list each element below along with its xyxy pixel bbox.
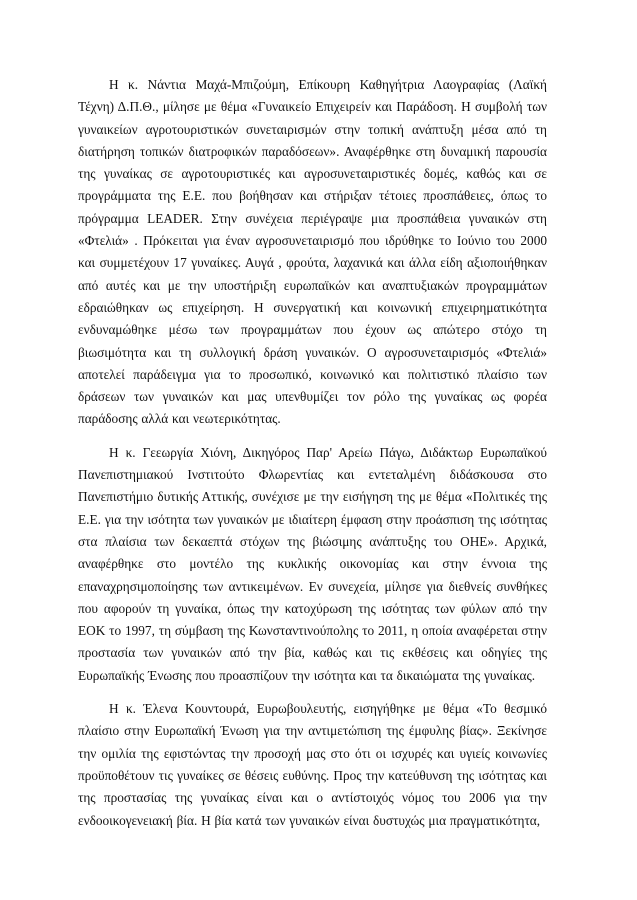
document-text-block — [78, 74, 547, 832]
paragraph-speaker-2: Η κ. Γεεωργία Χιόνη, Δικηγόρος Παρ' Αρείω Πάγω, Διδάκτωρ Ευρωπαϊκού Πανεπιστημιακού Ινστιτούτο Φλωρεντίας και εντεταλμένη διδάσκουσα στο Πανεπιστήμιο δυτικής Αττικής, συνέχισε με την εισήγηση της με θέμα «Πολιτικές της Ε.Ε. για την ισότητα των γυναικών με ιδιαίτερη έμφαση στην προάσπιση της ισότητας στα πλαίσια των δεκαεπτά στόχων της βιώσιμης ανάπτυξης του ΟΗΕ». Αρχικά, αναφέρθηκε στο μοντέλο της κυκλικής οικονομίας και στην έννοια της επαναχρησιμοποίησης των αντικειμένων. Εν συνεχεία, μίλησε για διεθνείς συνθήκες που αφορούν τη γυναίκα, όπως την κατοχύρωση της ισότητας των φύλων από την ΕΟΚ το 1997, τη σύμβαση της Κωνσταντινούπολης το 2011, η οποία αναφέρεται στην προστασία των γυναικών από την βία, καθώς και τις εκθέσεις και οδηγίες της Ευρωπαϊκής Ένωσης που προασπίζουν την ισότητα και τα δικαιώματα της γυναίκας. — [78, 444, 547, 683]
paragraph-speaker-1: Η κ. Νάντια Μαχά-Μπιζούμη, Επίκουρη Καθηγήτρια Λαογραφίας (Λαϊκή Τέχνη) Δ.Π.Θ., μίλησε με θέμα «Γυναικείο Επιχειρείν και Παράδοση. Η συμβολή των γυναικείων αγροτουριστικών συνεταιρισμών στην τοπική ανάπτυξη μέσα από τη διατήρηση τοπικών διατροφικών παραδόσεων». Αναφέρθηκε στη δυναμική παρουσία της γυναίκας σε αγροτουριστικές και αγροσυνεταιριστικές δομές, καθώς και σε προγράμματα της Ε.Ε. που βοήθησαν και στήριξαν τέτοιες προσπάθειες, όπως το πρόγραμμα LEADER. Στην συνέχεια περιέγραψε μια προσπάθεια γυναικών στη «Φτελιά» . Πρόκειται για έναν αγροσυνεταιρισμό που ιδρύθηκε το Ιούνιο του 2000 και συμμετέχουν 17 γυναίκες. Αυγά , φρούτα, λαχανικά και άλλα είδη αξιοποιήθηκαν από αυτές και με την υποστήριξη ευρωπαϊκών και αναπτυξιακών προγραμμάτων εδραιώθηκαν ως επιχείρηση. Η συνεργατική και κοινωνική επιχειρηματικότητα ενδυναμώθηκε μέσω των προγραμμάτων που έχουν ως απώτερο στόχο τη βιωσιμότητα και τη συλλογική δράση γυναικών. Ο αγροσυνεταιρισμός «Φτελιά» αποτελεί παράδειγμα για το προσωπικό, κοινωνικό και πολιτιστικό πλαίσιο των δράσεων των γυναικών και μας υπενθυμίζει τον ρόλο της γυναίκας ως φορέα παράδοσης αλλά και νεωτερικότητας. — [78, 77, 547, 427]
paragraph-speaker-3: Η κ. Έλενα Κουντουρά, Ευρωβουλευτής, εισηγήθηκε με θέμα «Το θεσμικό πλαίσιο στην Ευρωπαϊκή Ένωση για την αντιμετώπιση της έμφυλης βίας». Ξεκίνησε την ομιλία της εφιστώντας την προσοχή μας στο ότι οι ισχυρές και υγιείς κοινωνίες προϋποθέτουν τις γυναίκες σε θέσεις ευθύνης. Προς την κατεύθυνση της ισότητας και της προστασίας της γυναίκας είναι και ο αντίστοιχός νόμος του 2006 για την ενδοοικογενειακή βία. Η βία κατά των γυναικών είναι δυστυχώς μια πραγματικότητα, — [78, 701, 547, 828]
